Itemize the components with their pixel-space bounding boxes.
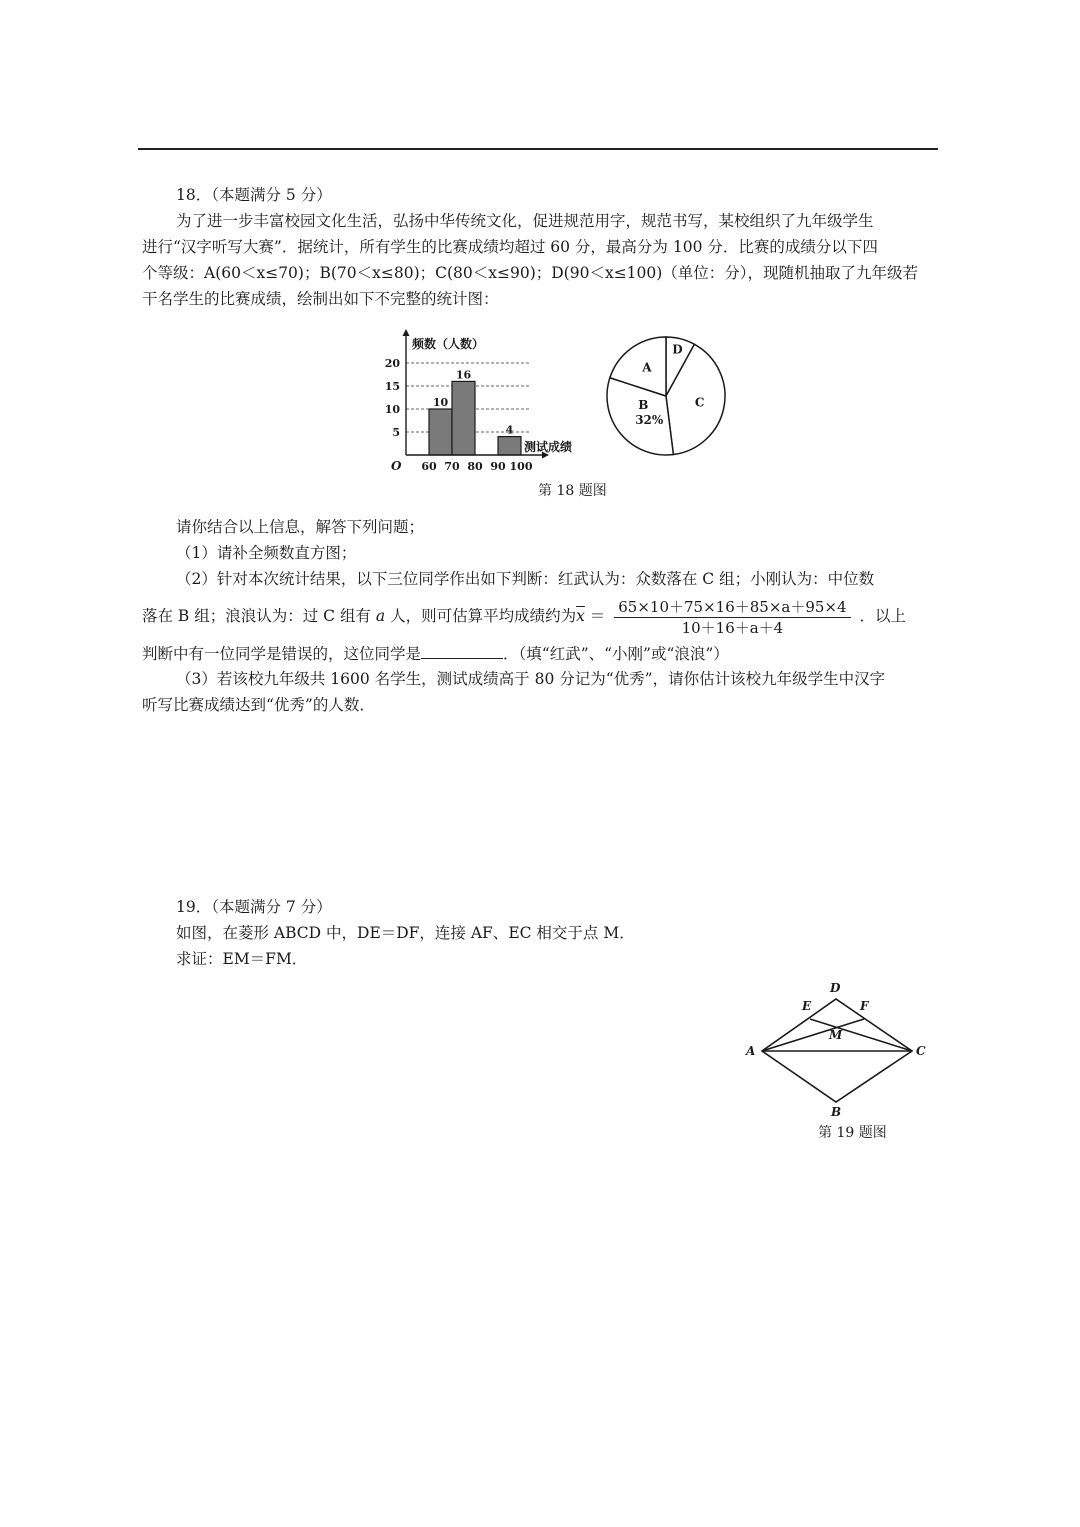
q18-question-1: （1）请补全频数直方图； (176, 544, 357, 562)
top-rule (138, 148, 938, 150)
x-tick-label-90: 90 (490, 460, 506, 473)
label-e: E (802, 999, 812, 1013)
q19-header: 19．（本题满分 7 分） (176, 898, 332, 916)
mean-fraction (614, 597, 850, 638)
segment-af (762, 1019, 864, 1051)
bar-label-60-70: 10 (432, 396, 449, 409)
q19-line-1: 如图，在菱形 ABCD 中，DE＝DF，连接 AF、EC 相交于点 M． (176, 924, 635, 942)
y-tick-label-10: 10 (384, 403, 400, 416)
equals-sign: ＝ (589, 607, 606, 625)
q18-question-2-line-3 (142, 642, 729, 665)
q18-intro: 请你结合以上信息，解答下列问题； (176, 518, 425, 536)
bar-70-80 (452, 381, 475, 455)
y-tick-label-15: 15 (384, 380, 400, 393)
q18-q2-text-e: ．（填“红武”、“小刚”或“浪浪”） (503, 645, 729, 663)
q18-question-2-line-2 (142, 595, 906, 638)
bar-90-100 (498, 437, 521, 455)
fraction-numerator: 65×10＋75×16＋85×a＋95×4 (614, 597, 850, 618)
pie-label-A: A (642, 360, 652, 375)
mean-symbol: $\overline{x}$ (576, 607, 585, 625)
q18-question-3-line-1: （3）若该校九年级共 1600 名学生，测试成绩高于 80 分记为“优秀”，请你估计该校九年级学生中汉字 (176, 670, 886, 688)
q18-q2-text-b: 人，则可估算平均成绩约为 (390, 607, 577, 625)
x-tick-label-60: 60 (421, 460, 437, 473)
bar-label-90-100: 4 (505, 423, 514, 437)
q18-q2-var-a: a (375, 607, 386, 625)
answer-blank[interactable] (421, 642, 503, 659)
q19-line-2: 求证：EM＝FM． (176, 950, 308, 968)
frequency-histogram (378, 328, 600, 478)
q18-para-line-3: 个等级：A(60＜x≤70)；B(70＜x≤80)；C(80＜x≤90)；D(90＜x≤100)（单位：分），现随机抽取了九年级若 (142, 264, 919, 282)
x-tick-label-100: 100 (509, 460, 533, 473)
label-c: C (916, 1044, 926, 1058)
grade-pie-chart (600, 330, 732, 462)
q18-q2-text-d: 判断中有一位同学是错误的，这位同学是 (142, 645, 422, 663)
y-axis-title: 频数（人数） (412, 337, 485, 351)
q18-question-3-line-2: 听写比赛成绩达到“优秀”的人数． (142, 696, 375, 714)
x-tick-label-80: 80 (467, 460, 483, 473)
y-tick-label-5: 5 (392, 426, 400, 439)
fraction-denominator: 10＋16＋a＋4 (681, 618, 784, 637)
rhombus-diagram (738, 978, 938, 1126)
figure-18-caption: 第 18 题图 (538, 483, 607, 499)
q18-q2-text-a: 落在 B 组；浪浪认为：过 C 组有 (142, 607, 371, 625)
q18-question-2-line-1: （2）针对本次统计结果，以下三位同学作出如下判断：红武认为：众数落在 C 组；小刚认为：中位数 (176, 570, 875, 588)
label-f: F (860, 999, 869, 1013)
label-d: D (830, 981, 841, 995)
x-axis-title: 测试成绩 (524, 440, 573, 454)
figure-19-caption: 第 19 题图 (818, 1125, 887, 1141)
x-tick-label-70: 70 (444, 460, 460, 473)
q18-para-line-4: 干名学生的比赛成绩，绘制出如下不完整的统计图： (142, 290, 499, 308)
pie-label-C: C (694, 395, 705, 410)
q18-header: 18．（本题满分 5 分） (176, 186, 332, 204)
label-b: B (831, 1105, 842, 1119)
segment-ec (810, 1019, 912, 1051)
pie-percent-B: 32% (635, 412, 664, 427)
y-tick-label-20: 20 (384, 357, 400, 370)
origin-label: O (391, 459, 402, 473)
bar-label-70-80: 16 (455, 368, 472, 382)
y-axis-arrow (403, 329, 410, 336)
q18-para-line-1: 为了进一步丰富校园文化生活，弘扬中华传统文化，促进规范用字，规范书写，某校组织了九年级学生 (176, 212, 874, 230)
q18-q2-text-c: ．以上 (859, 607, 906, 625)
pie-label-B: B (638, 397, 649, 412)
label-m: M (829, 1028, 843, 1042)
label-a: A (746, 1044, 756, 1058)
bar-60-70 (429, 409, 452, 455)
q18-para-line-2: 进行“汉字听写大赛”．据统计，所有学生的比赛成绩均超过 60 分，最高分为 100 分．比赛的成绩分以下四 (142, 238, 878, 256)
pie-label-D: D (672, 342, 683, 357)
